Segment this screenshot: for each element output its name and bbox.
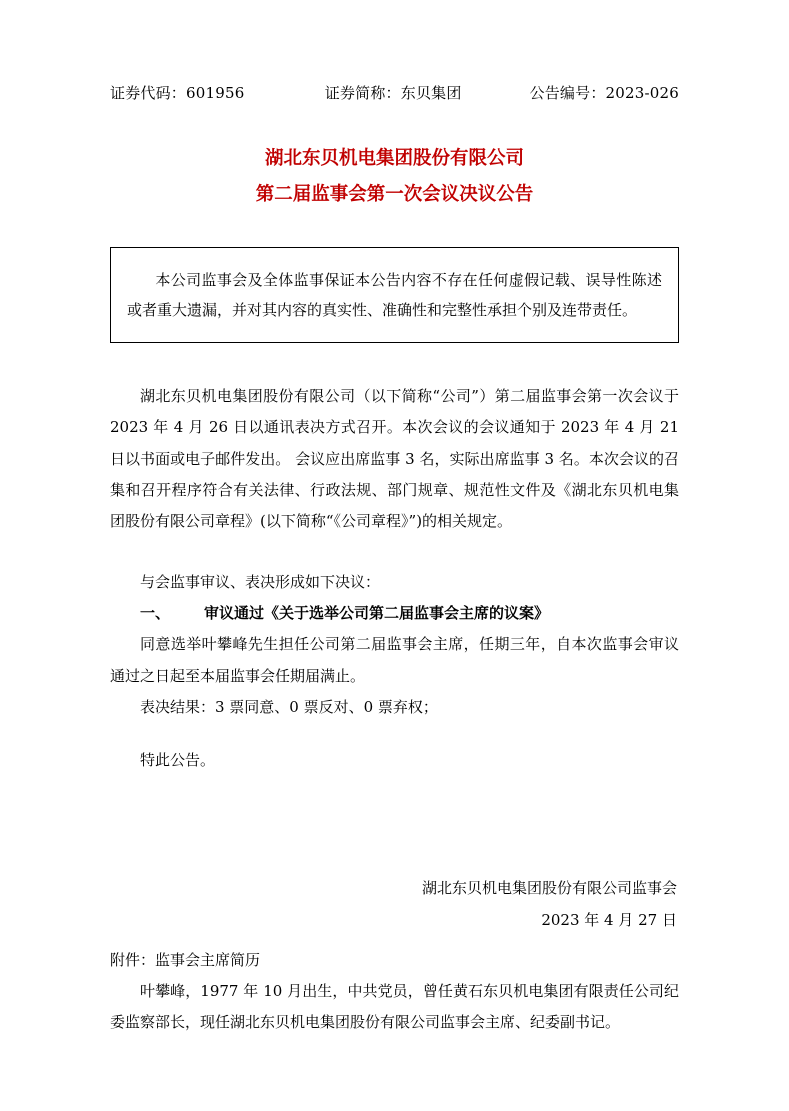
disclaimer-box [110, 247, 679, 343]
document-header [110, 82, 679, 103]
signature-block [110, 872, 679, 937]
page-title [110, 141, 679, 213]
attachment-label: 附件：监事会主席简历 [110, 950, 261, 969]
announcement-number: 公告编号：2023-026 [529, 84, 679, 102]
resolution-item-heading [110, 598, 679, 629]
resolution-body: 同意选举叶攀峰先生担任公司第二届监事会主席，任期三年，自本次监事会审议通过之日起至本届监事会任期届满止。 [110, 635, 679, 685]
title-line-subject: 第二届监事会第一次会议决议公告 [255, 184, 534, 206]
disclaimer-content: 本公司监事会及全体监事保证本公告内容不存在任何虚假记载、误导性陈述或者重大遗漏，并对其内容的真实性、准确性和完整性承担个别及连带责任。 [127, 271, 662, 320]
title-line-company: 湖北东贝机电集团股份有限公司 [264, 148, 524, 169]
spacer [110, 723, 679, 745]
resolution-title: 审议通过《关于选举公司第二届监事会主席的议案》 [204, 604, 550, 623]
paragraph-meeting-details: 湖北东贝机电集团股份有限公司（以下简称“公司”）第二届监事会第一次会议于 2023 年 4 月 26 日以通讯表决方式召开。本次会议的会议通知于 2023 年 4 月 21 日以书面或电子邮件发出。 会议应出席监事 3 名，实际出席监事 3 名。本次会议的召集和召开程序符合有关法律、行政法规、部门规章、规范性文件及《湖北东贝机电集团股份有限公司章程》(以下简称“《公司章程》”)的相关规定。 [110, 387, 679, 530]
paragraph-resolutions-intro: 与会监事审议、表决形成如下决议： [140, 573, 381, 592]
signature-organization: 湖北东贝机电集团股份有限公司监事会 [421, 879, 677, 898]
vote-result: 表决结果：3 票同意、0 票反对、0 票弃权； [140, 697, 438, 716]
attachment-block [110, 945, 679, 1039]
notice-line: 特此公告。 [140, 751, 216, 769]
document-body [110, 381, 679, 776]
resolution-number: 一、 [140, 604, 171, 623]
security-abbreviation: 证券简称：东贝集团 [324, 84, 462, 102]
attachment-bio: 叶攀峰，1977 年 10 月出生，中共党员，曾任黄石东贝机电集团有限责任公司纪委监察部长，现任湖北东贝机电集团股份有限公司监事会主席、纪委副书记。 [110, 981, 679, 1032]
signature-date: 2023 年 4 月 27 日 [541, 911, 677, 930]
spacer [110, 537, 679, 567]
disclaimer-text [127, 265, 662, 325]
security-code: 证券代码：601956 [110, 84, 245, 102]
